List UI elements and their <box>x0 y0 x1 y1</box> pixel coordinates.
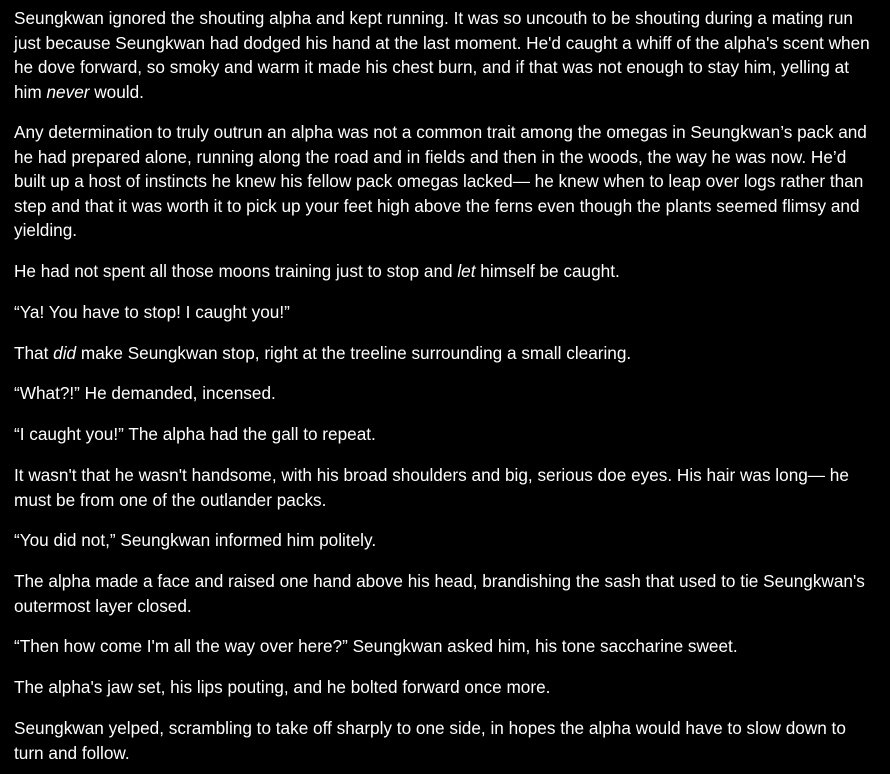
paragraph <box>14 716 878 765</box>
text-run: That <box>14 342 54 363</box>
paragraph <box>14 422 878 447</box>
paragraph <box>14 634 878 659</box>
italic-text-run: never <box>46 81 90 102</box>
italic-text-run: let <box>457 261 476 282</box>
text-run: The alpha's jaw set, his lips pouting, and he bolted forward once more. <box>14 677 551 698</box>
text-run: himself be caught. <box>475 261 620 282</box>
text-run: make Seungkwan stop, right at the treeline surrounding a small clearing. <box>76 342 632 363</box>
text-run: “Ya! You have to stop! I caught you!” <box>14 301 290 322</box>
paragraph <box>14 381 878 406</box>
text-run: “You did not,” Seungkwan informed him politely. <box>14 530 377 551</box>
text-run: would. <box>89 81 144 102</box>
paragraph <box>14 528 878 553</box>
text-run: The alpha made a face and raised one hand above his head, brandishing the sash that used to tie Seungkwan's outermost layer closed. <box>14 571 865 616</box>
paragraph <box>14 675 878 700</box>
text-run: Seungkwan yelped, scrambling to take off sharply to one side, in hopes the alpha would have to slow down to turn and follow. <box>14 718 846 763</box>
text-run: “I caught you!” The alpha had the gall to repeat. <box>14 424 376 445</box>
text-run: “Then how come I'm all the way over here?” Seungkwan asked him, his tone saccharine sweet. <box>14 636 738 657</box>
paragraph <box>14 259 878 284</box>
text-run: He had not spent all those moons training just to stop and <box>14 261 458 282</box>
paragraph <box>14 300 878 325</box>
text-run: It wasn't that he wasn't handsome, with his broad shoulders and big, serious doe eyes. His hair was long— he must be from one of the outlander packs. <box>14 465 849 510</box>
text-run: “What?!” He demanded, incensed. <box>14 383 276 404</box>
paragraph <box>14 463 878 512</box>
paragraph <box>14 120 878 243</box>
italic-text-run: did <box>53 342 77 363</box>
paragraph <box>14 6 878 104</box>
text-run: Seungkwan ignored the shouting alpha and kept running. It was so uncouth to be shouting during a mating run just because Seungkwan had dodged his hand at the last moment. He'd caught a whiff of the alpha's scent when he dove forward, so smoky and warm it made his chest burn, and if that was not enough to stay him, yelling at him <box>14 8 870 102</box>
paragraph <box>14 569 878 618</box>
text-run: Any determination to truly outrun an alpha was not a common trait among the omegas in Seungkwan’s pack and he had prepared alone, running along the road and in fields and then in the woods, the way he was now. He’d built up a host of instincts he knew his fellow pack omegas lacked— he knew when to leap over logs rather than step and that it was worth it to pick up your feet high above the ferns even though the plants seemed flimsy and yielding. <box>14 122 867 241</box>
paragraph <box>14 341 878 366</box>
